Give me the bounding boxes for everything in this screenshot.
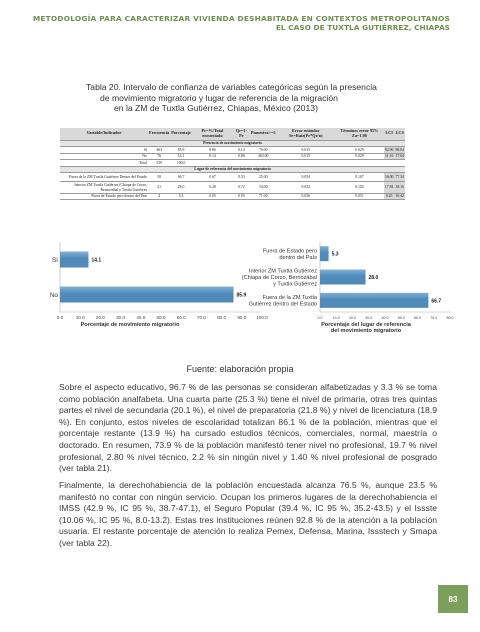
cell: 54.00 xyxy=(250,182,277,193)
tick-label: 20.0 xyxy=(95,315,105,320)
data-label: 28.0 xyxy=(368,275,379,281)
col-header: Pr=%/Total encuestado xyxy=(192,128,233,140)
cell: 0.25 xyxy=(385,194,393,199)
cell: 17.04 xyxy=(395,154,404,159)
table-row xyxy=(60,153,405,160)
category-label-line: (Chiapa de Corzo, Berriozábal xyxy=(241,275,317,281)
category-label xyxy=(263,248,317,260)
tick-label: 20.0 xyxy=(349,316,356,320)
data-label: 5.3 xyxy=(331,251,339,258)
running-header xyxy=(33,14,450,32)
cell: 0.015 xyxy=(277,153,335,160)
category-label-line: Interior ZM Tuxtla Gutiérrez xyxy=(248,268,317,275)
col-header: Pmuestra>=5 xyxy=(250,128,277,140)
cell: 0.95 xyxy=(233,193,250,200)
cell: 0.14 xyxy=(192,153,233,160)
body-paragraph-health-coverage: Finalmente, la derechohabiencia de la población encuestada alcanza 76.5 %, aunque 23.5 % manifestó no contar con ningún servicio. Ocupan los primeros lugares de la derechohabiencia el IMSS (42.9 %, IC 95 %, 38.7-47.1), el Seguro Popular (39.4 %, IC 95 %, 35.2-43.5) y el Issste (10.06 %, IC 95 %, 8.0-13.2). Estas tres instituciones reúnen 92.8 % de la atención a la población usuaria. El restante porcentaje de atención lo realiza Pemex, Defensa, Marina, Issstech y Smapa (ver tabla 22). xyxy=(59,480,437,548)
x-axis-title xyxy=(321,322,412,334)
cell: 100.0 xyxy=(170,160,192,167)
table-caption-line-3: en la ZM de Tuxtla Gutiérrez, Chiapas, México (2013) xyxy=(114,103,318,114)
cell: 0.026 xyxy=(277,193,335,200)
tick-label: 50.0 xyxy=(397,316,405,320)
cell: 0.28 xyxy=(192,182,233,193)
row-label: Fuera de la ZM Tuxtla Gutiérrez Dentro del Estado xyxy=(60,173,148,182)
cell: 10.42 xyxy=(395,194,404,199)
cell: 5.3 xyxy=(170,193,192,200)
category-label: Sí xyxy=(51,257,58,264)
cell: 463 xyxy=(148,147,170,154)
col-header: Frecuencia xyxy=(148,128,170,140)
row-label: Interior ZM Tuxtla Gutiérrez (Chiapa de Corzo, Berriozábal y Tuxtla Gutiérrez xyxy=(60,182,148,193)
cell: 85.9 xyxy=(170,147,192,154)
table-total-row xyxy=(60,160,405,167)
tick-label: 60.0 xyxy=(414,316,421,320)
bar xyxy=(320,270,366,285)
cell: 0.107 xyxy=(335,173,384,182)
cell: 50 xyxy=(148,173,170,182)
category-label: No xyxy=(49,292,58,299)
cell: 0.054 xyxy=(277,173,335,182)
cell: 0.029 xyxy=(335,147,384,154)
header-line-2: EL CASO DE TUXTLA GUTIÉRREZ, CHIAPAS xyxy=(275,23,450,32)
body-paragraph-education: Sobre el aspecto educativo, 96.7 % de las personas se consideran alfabetizadas y 3.3 % se toma como población analfabeta. Una cuarta parte (25.3 %) tiene el nivel de primaria, otras tres quintas partes el nivel de secundaria (20.1 %), el nivel de preparatoria (21.8 %) y nivel de licenciatura (18.9 %). En conjunto, estos niveles de escolaridad totalizan 86.1 % de la población, mientras que el porcentaje restante (13.9 %) ha cursado estudios técnicos, comerciales, normal, maestría o doctorado. En resumen, 73.9 % de la población manifestó tener nivel no profesional, 19.7 % nivel profesional, 2.80 % nivel técnico, 2.2 % sin ningún nivel y 1.40 % nivel profesional de posgrado (ver tabla 21). xyxy=(59,382,437,474)
table-row xyxy=(60,173,405,182)
cell-empty xyxy=(192,160,405,167)
category-label xyxy=(249,295,318,307)
tick-label: 70.0 xyxy=(430,316,438,320)
cell: 25.00 xyxy=(250,173,277,182)
tick-label: 80.0 xyxy=(217,315,227,320)
category-label-line: y Tuxtla Gutiérrez xyxy=(273,281,317,288)
cell: 0.05 xyxy=(192,193,233,200)
tick-label: 0.0 xyxy=(317,316,323,320)
row-label: Fuera de Estado pero dentro del País xyxy=(60,193,148,200)
table-row xyxy=(60,193,405,200)
cell: 0.86 xyxy=(192,147,233,154)
bar xyxy=(320,293,428,308)
cell: 463.00 xyxy=(250,153,277,160)
header-line-1: METODOLOGÍA PARA CARACTERIZAR VIVIENDA DESHABITADA EN CONTEXTOS METROPOLITANOS xyxy=(32,14,450,23)
cell: 71.00 xyxy=(250,193,277,200)
cell: 56.00 xyxy=(384,173,395,182)
page-number: 83 xyxy=(438,585,468,613)
data-label: 85.9 xyxy=(236,292,247,299)
data-label: 66.7 xyxy=(431,298,442,305)
category-label-line: Fuera de Estado pero xyxy=(262,248,317,255)
figure-source: Fuente: elaboración propia xyxy=(186,364,294,374)
bar xyxy=(60,287,234,303)
table-row xyxy=(60,182,405,193)
tick-label: 70.0 xyxy=(196,315,206,320)
tick-label: 30.0 xyxy=(116,315,126,320)
tick-label: 40.0 xyxy=(381,316,389,320)
section-title: Lugar de referencia del movimiento migratorio xyxy=(60,166,405,173)
migration-presence-chart xyxy=(50,238,266,358)
x-axis-title-line: del movimiento migratorio xyxy=(330,328,402,335)
category-label-line: dentro del País xyxy=(279,254,317,261)
col-header: LCS xyxy=(394,128,405,140)
bar xyxy=(60,252,88,268)
cell: 0.86 xyxy=(233,153,250,160)
table-section-row xyxy=(60,166,405,173)
col-header: Variable/Indicador xyxy=(60,128,148,140)
row-label: Total xyxy=(60,160,148,167)
col-header: LCI xyxy=(384,128,395,140)
table-header-row xyxy=(60,128,405,140)
cell: 0.14 xyxy=(233,147,250,154)
x-axis-title-line: Porcentaje del lugar de referencia xyxy=(321,322,411,328)
col-header: Términos error 95% Za=1.96 xyxy=(335,128,384,140)
bar xyxy=(320,246,329,261)
cell: 4 xyxy=(148,193,170,200)
cell: 14.1 xyxy=(170,153,192,160)
cell: 82.96 xyxy=(384,147,394,152)
cell: 0.052 xyxy=(277,182,335,193)
cell: 38.16 xyxy=(394,182,405,193)
cell: 0.33 xyxy=(233,173,250,182)
tick-label: 60.0 xyxy=(176,315,186,320)
table-caption-line-2: de movimiento migratorio y lugar de referencia de la migración xyxy=(100,92,338,103)
category-label-line: Fuera de la ZM Tuxtla xyxy=(262,295,317,302)
row-label: No xyxy=(60,153,148,160)
tick-label: 80.0 xyxy=(446,316,454,320)
tick-label: 30.0 xyxy=(365,316,373,320)
tick-label: 10.0 xyxy=(332,316,340,320)
tick-label: 0.0 xyxy=(56,315,64,320)
cell: 0.029 xyxy=(335,153,384,160)
cell: 539 xyxy=(148,160,170,167)
x-axis-title: Porcentaje de movimiento migratorio xyxy=(80,322,180,328)
category-label xyxy=(242,269,317,288)
tick-label: 10.0 xyxy=(75,315,85,320)
row-label: Sí xyxy=(60,147,148,154)
cell: 0.102 xyxy=(335,182,384,193)
cell: 76 xyxy=(148,153,170,160)
cell: 21 xyxy=(148,182,170,193)
tick-label: 50.0 xyxy=(156,315,166,320)
tick-label: 40.0 xyxy=(136,315,146,320)
cell: 0.051 xyxy=(335,193,384,200)
table-section-row xyxy=(60,140,405,147)
category-label-line: Gutiérrez dentro del Estado xyxy=(248,301,317,308)
cell: 66.7 xyxy=(170,173,192,182)
col-header: Error estándar Se=Raiz(Pr*Qr/n) xyxy=(277,128,335,140)
cell: 11.16 xyxy=(384,154,394,159)
cell: 88.84 xyxy=(395,147,404,152)
cell: 77.34 xyxy=(394,173,405,182)
cell: 28.0 xyxy=(170,182,192,193)
table-row xyxy=(60,147,405,154)
table-caption xyxy=(86,82,406,114)
cell: 0.015 xyxy=(277,147,335,154)
cell: 0.72 xyxy=(233,182,250,193)
col-header: Porcentaje xyxy=(170,128,192,140)
table-caption-line-1: Tabla 20. Intervalo de confianza de variables categóricas según la presencia xyxy=(86,82,377,92)
tick-label: 90.0 xyxy=(237,315,247,320)
section-title: Presencia de movimiento migratorio xyxy=(60,140,405,147)
data-label: 14.1 xyxy=(91,257,102,264)
tick-label: 100.0 xyxy=(256,315,268,320)
confidence-table xyxy=(60,128,405,200)
col-header: Qr=1-Pr xyxy=(233,128,250,140)
cell: 76.00 xyxy=(250,147,277,154)
cell: 17.84 xyxy=(384,182,395,193)
cell: 0.67 xyxy=(192,173,233,182)
